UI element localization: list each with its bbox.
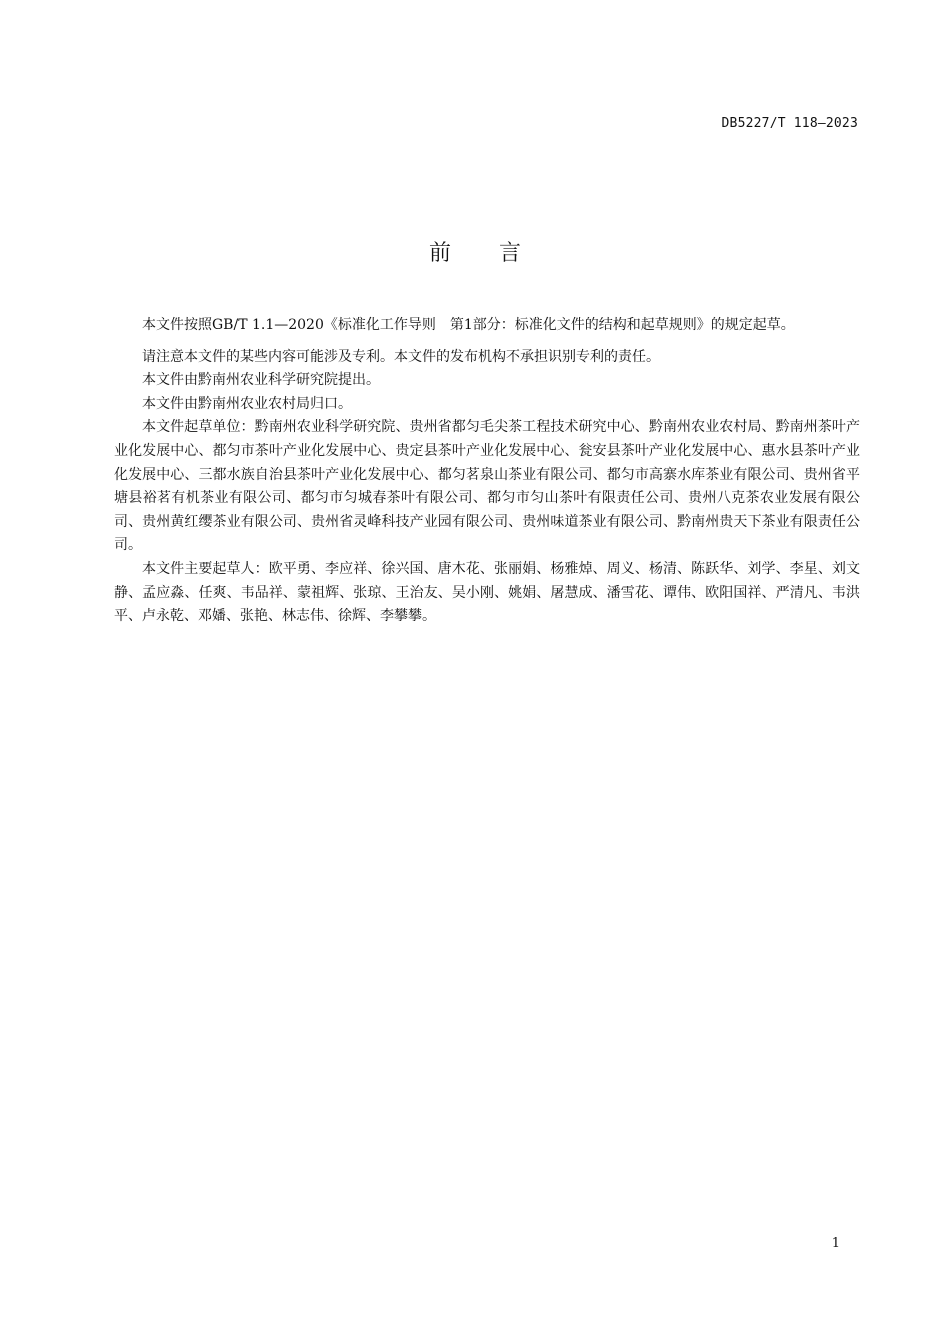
page-title: 前言	[428, 241, 569, 266]
standard-code: DB5227/T 118—2023	[721, 116, 858, 131]
paragraph-drafting-rules: 本文件按照GB/T 1.1—2020《标准化工作导则 第1部分：标准化文件的结构和起草规则》的规定起草。	[142, 317, 795, 333]
page-number: 1	[831, 1236, 840, 1251]
foreword-body	[114, 314, 860, 629]
paragraph-proposer: 本文件由黔南州农业科学研究院提出。	[142, 372, 380, 389]
paragraph-drafting-units: 本文件起草单位：黔南州农业科学研究院、贵州省都匀毛尖茶工程技术研究中心、黔南州农业农村局、黔南州茶叶产业化发展中心、都匀市茶叶产业化发展中心、贵定县茶叶产业化发展中心、瓮安县茶叶产业化发展中心、惠水县茶叶产业化发展中心、三都水族自治县茶叶产业化发展中心、都匀茗泉山茶业有限公司、都匀市高寨水库茶业有限公司、贵州省平塘县裕茗有机茶业有限公司、都匀市匀城春茶叶有限公司、都匀市匀山茶叶有限责任公司、贵州八克茶农业发展有限公司、贵州黄红缨茶业有限公司、贵州省灵峰科技产业园有限公司、贵州味道茶业有限公司、黔南州贵天下茶业有限责任公司。	[114, 419, 860, 554]
paragraph-drafters: 本文件主要起草人：欧平勇、李应祥、徐兴国、唐木花、张丽娟、杨雅焯、周义、杨清、陈跃华、刘学、李星、刘文静、孟应淼、任爽、韦品祥、蒙祖辉、张琼、王治友、吴小刚、姚娟、屠慧成、潘雪花、谭伟、欧阳国祥、严清凡、韦洪平、卢永乾、邓嬏、张艳、林志伟、徐辉、李攀攀。	[114, 560, 860, 625]
paragraph-administrator: 本文件由黔南州农业农村局归口。	[142, 395, 352, 412]
paragraph-patent-notice: 请注意本文件的某些内容可能涉及专利。本文件的发布机构不承担识别专利的责任。	[142, 348, 660, 365]
